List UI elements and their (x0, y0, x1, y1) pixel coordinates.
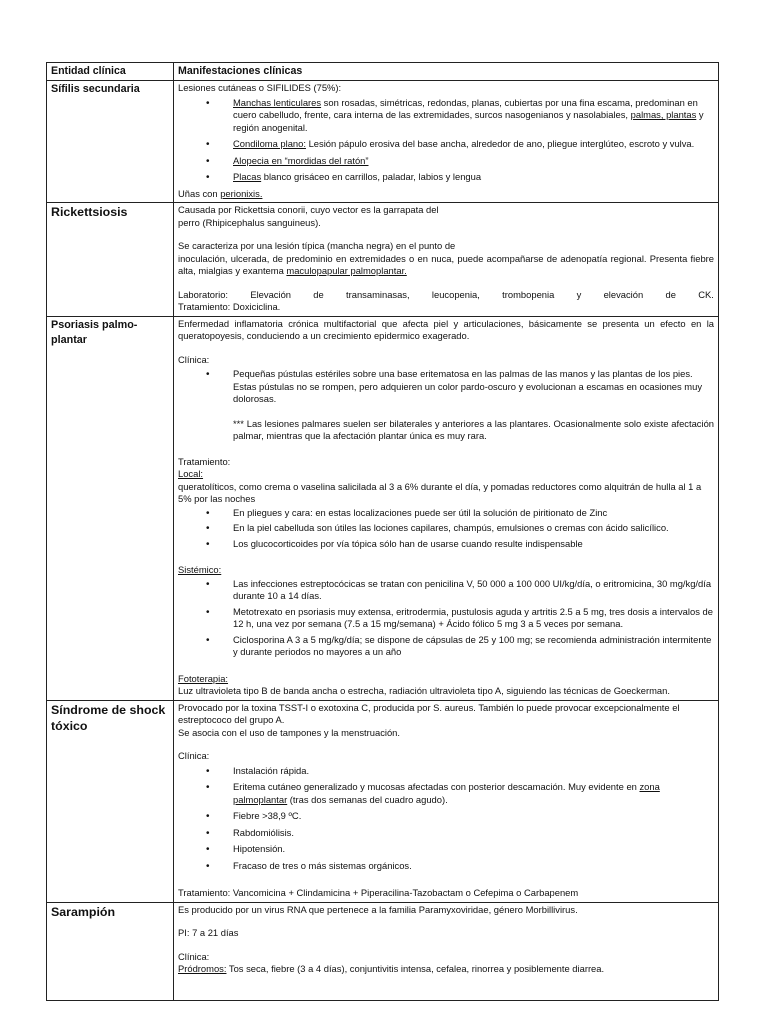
spacer (178, 553, 714, 564)
rick-lab-word: Laboratorio: (178, 288, 229, 300)
list-item (178, 368, 714, 381)
list-item: • Ciclosporina A 3 a 5 mg/kg/día; se dispone de cápsulas de 25 y 100 mg; se recomienda administración intermitente y durante periodos no mayores a un año (178, 634, 714, 659)
list-item (178, 810, 714, 823)
spacer (178, 940, 714, 951)
sifilis-tail-text: Uñas con (178, 187, 221, 199)
rick-p1: Causada por Rickettsia conorii, cuyo vector es la garrapata del (178, 204, 439, 216)
list-item (178, 860, 714, 873)
rick-lab-word: trombopenia (502, 288, 555, 300)
rick-p3: Se caracteriza por una lesión típica (mancha negra) en el punto de (178, 240, 456, 252)
pso-c1b: Estas pústulas no se rompen, pero adquieren un color pardo-oscuro y evolucionan a escamas en ocasiones muy dolorosas. (233, 380, 703, 405)
shock-item-text: Eritema cutáneo generalizado y mucosas afectadas con posterior descamación. Muy evidente en (233, 781, 640, 793)
spacer (178, 343, 714, 354)
rick-lab (178, 289, 714, 302)
shock-clinica: Clínica: (178, 750, 210, 762)
header-entity: Entidad clínica (47, 63, 174, 81)
shock-item-text: Fracaso de tres o más sistemas orgánicos. (233, 859, 412, 871)
row-sarampion (47, 902, 719, 1000)
cell-psoriasis (174, 316, 719, 700)
pso-local-text: queratolíticos, como crema o vaselina salicilada al 3 a 6% durante el día, y pomadas reductores como alquitrán de hulla al 1 a 5% por las noches (178, 480, 702, 505)
rick-lab-word: y (576, 288, 582, 300)
rick-lab-word: elevación (603, 288, 644, 300)
rick-lab-word: Elevación (250, 288, 291, 300)
spacer (178, 662, 714, 673)
list-item: • En pliegues y cara: en estas localizaciones puede ser útil la solución de piritionato de Zinc (178, 507, 714, 520)
saram-prodromos-text: Tos seca, fiebre (3 a 4 días), conjuntivitis intensa, cefalea, rinorrea y posiblemente diarrea. (226, 963, 605, 975)
saram-prodromos (178, 963, 714, 976)
entity-rickettsiosis: Rickettsiosis (47, 203, 174, 317)
list-item (178, 155, 714, 168)
sifilis-item-0-text2: y región anogenital. (233, 109, 704, 133)
list-item (178, 765, 714, 778)
shock-p1: Provocado por la toxina TSST-I o exotoxina C, producida por S. aureus. También lo puede provocar excepcionalmente el estreptococo del grupo A. (178, 701, 680, 726)
pso-local: Local: (178, 468, 204, 480)
spacer (178, 739, 714, 750)
saram-clinica: Clínica: (178, 950, 210, 962)
cell-rickettsiosis (174, 203, 719, 317)
spacer (178, 876, 714, 887)
row-rickettsiosis (47, 203, 719, 317)
entity-sifilis: Sífilis secundaria (47, 81, 174, 203)
cell-sifilis (174, 81, 719, 203)
entity-shock: Síndrome de shock tóxico (47, 700, 174, 902)
spacer (178, 278, 714, 289)
entity-psoriasis: Psoriasis palmo-plantar (47, 316, 174, 700)
pso-foto-text: Luz ultravioleta tipo B de banda ancha o estrecha, radiación ultravioleta tipo A, siguiendo las técnicas de Goeckerman. (178, 685, 670, 697)
pso-clinica: Clínica: (178, 353, 210, 365)
spacer (178, 916, 714, 927)
sifilis-tail-term: perionixis. (220, 187, 263, 199)
cell-sarampion (174, 902, 719, 1000)
header-row (47, 63, 719, 81)
sifilis-item-0-term2: palmas, plantas (630, 109, 697, 121)
clinical-table (46, 62, 719, 1001)
saram-p1: Es producido por un virus RNA que pertenece a la familia Paramyxoviridae, género Morbillivirus. (178, 903, 578, 915)
list-item: • En la piel cabelluda son útiles las lociones capilares, champús, emulsiones o cremas con ácido salicílico. (178, 522, 714, 535)
pso-local-list (178, 507, 714, 551)
rick-p2: perro (Rhipicephalus sanguineus). (178, 216, 321, 228)
list-item (178, 781, 714, 806)
entity-sarampion: Sarampión (47, 902, 174, 1000)
rick-lab-word: CK. (698, 288, 714, 300)
list-item (178, 827, 714, 840)
sifilis-list (178, 97, 714, 184)
row-shock (47, 700, 719, 902)
sifilis-item-1-text: Lesión pápulo erosiva del base ancha, alrededor de ano, pliegue interglúteo, escroto y vulva. (305, 138, 695, 150)
pso-sis-list (178, 578, 714, 659)
pso-sistemico: Sistémico: (178, 564, 222, 576)
saram-prodromos-term: Pródromos: (178, 963, 227, 975)
saram-pi: PI: 7 a 21 días (178, 927, 239, 939)
sifilis-item-3-term: Placas (233, 171, 262, 183)
sifilis-item-0-term: Manchas lenticulares (233, 96, 322, 108)
sifilis-item-3-text: blanco grisáceo en carrillos, paladar, labios y lengua (261, 171, 482, 183)
rick-lab-word: leucopenia, (431, 288, 480, 300)
rick-tto: Tratamiento: Doxiciclina. (178, 301, 281, 313)
sifilis-intro: Lesiones cutáneas o SIFILIDES (75%): (178, 82, 342, 94)
cell-shock (174, 700, 719, 902)
list-item (178, 138, 714, 151)
row-sifilis (47, 81, 719, 203)
sifilis-item-1-term: Condiloma plano: (233, 138, 306, 150)
spacer (178, 229, 714, 240)
list-item: • Las infecciones estreptocócicas se tratan con penicilina V, 50 000 a 100 000 UI/kg/día, o eritromicina, 30 mg/kg/día durante 10 a 14 días. (178, 578, 714, 603)
pso-foto: Fototerapia: (178, 672, 229, 684)
rick-p4-term: maculopapular palmoplantar. (286, 265, 407, 277)
header-manifestations: Manifestaciones clínicas (174, 63, 719, 81)
rick-lab-word: de (313, 288, 324, 300)
shock-item-text2: (tras dos semanas del cuadro agudo). (287, 793, 448, 805)
sifilis-item-2-term: Alopecia en “mordidas del ratón” (233, 154, 369, 166)
shock-item-text: Instalación rápida. (233, 764, 310, 776)
pso-note: *** Las lesiones palmares suelen ser bilaterales y anteriores a las plantares. Ocasionalmente solo existe afectación palmar, mientras que la afectación plantar única es muy rara. (233, 417, 714, 442)
rick-lab-word: de (665, 288, 676, 300)
shock-tto: Tratamiento: Vancomicina + Clindamicina + Piperacilina-Tazobactam o Cefepima o Carbapenem (178, 887, 579, 899)
shock-p2: Se asocia con el uso de tampones y la menstruación. (178, 726, 401, 738)
shock-item-text: Hipotensión. (233, 843, 286, 855)
sifilis-tail (178, 188, 714, 201)
list-item: • Metotrexato en psoriasis muy extensa, eritrodermia, pustulosis aguda y artritis 2.5 a 5 mg, tres dosis a intervalos de 12 h, una vez por semana (7.5 a 15 mg/semana) + Ácido fólico 5 mg 3 a 5 veces por semana. (178, 606, 714, 631)
sifilis-item-0-text: son rosadas, simétricas, redondas, planas, cubiertas por una fina escama, predominan en cuero cabelludo, frente, cara interna de las extremidades, surcos nasogenianos y nasolabiales, (233, 96, 698, 121)
rick-p4-text: inoculación, ulcerada, de predominio en extremidades o en nuca, puede acompañarse de adenopatía regional. Presenta fiebre alta, mialgias y exantema (178, 252, 714, 277)
shock-list (178, 765, 714, 873)
pso-clin-list (178, 368, 714, 381)
pso-p1: Enfermedad inflamatoria crónica multifactorial que afecta piel y articulaciones, básicamente se presenta un efecto en la queratopoyesis, conduciendo a un crecimiento epidermico exagerado. (178, 317, 714, 342)
list-item (178, 171, 714, 184)
list-item: • Los glucocorticoides por vía tópica sólo han de usarse cuando resulte indispensable (178, 538, 714, 551)
list-item (178, 97, 714, 135)
shock-item-term: zona palmoplantar (233, 781, 660, 805)
spacer (178, 445, 714, 456)
list-item (178, 843, 714, 856)
rick-p4 (178, 253, 714, 278)
rick-lab-word: transaminasas, (346, 288, 410, 300)
row-psoriasis (47, 316, 719, 700)
shock-item-text: Fiebre >38,9 ºC. (233, 810, 302, 822)
pso-tto: Tratamiento: (178, 455, 231, 467)
shock-item-text: Rabdomiólisis. (233, 826, 294, 838)
pso-c1: Pequeñas pústulas estériles sobre una base eritematosa en las palmas de las manos y las plantas de los pies. (233, 368, 693, 380)
